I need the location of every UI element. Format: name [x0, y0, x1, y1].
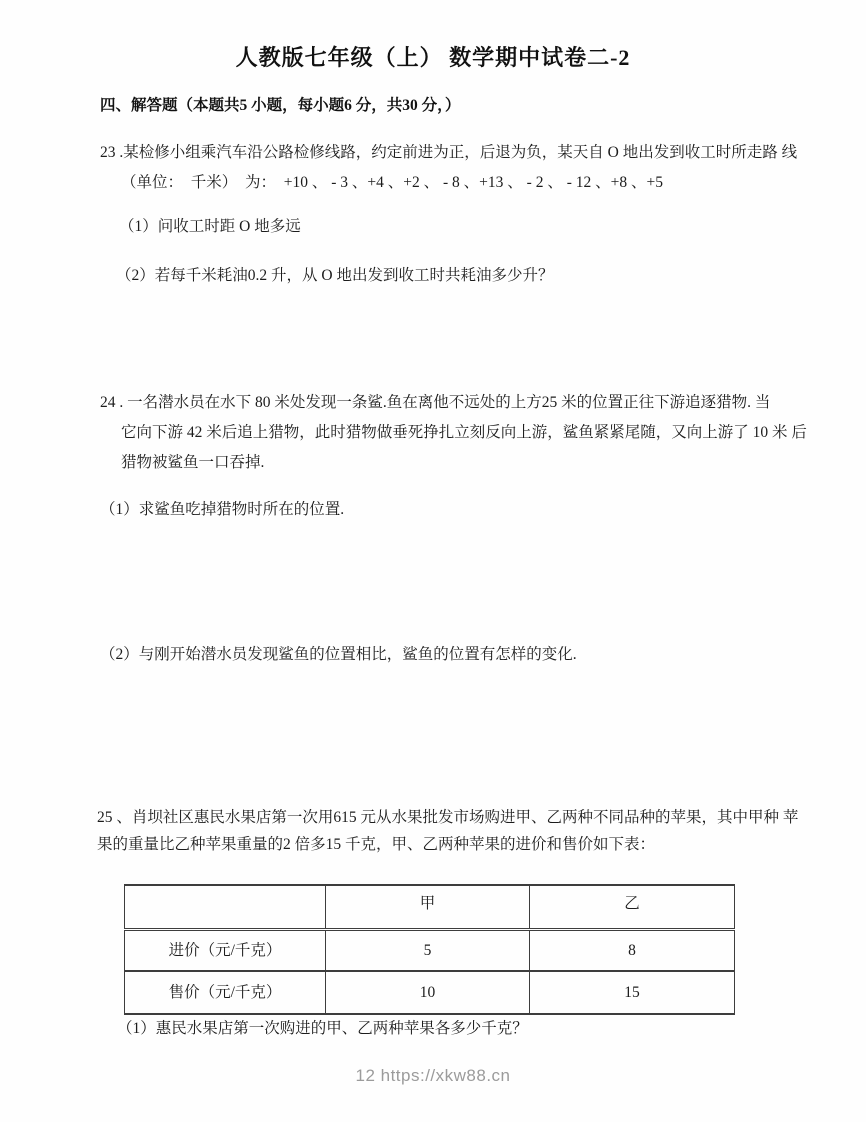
selling-price-jia: 10 — [326, 971, 530, 1014]
selling-price-yi: 15 — [530, 971, 735, 1014]
selling-price-label: 售价（元/千克） — [125, 971, 326, 1014]
purchase-price-label: 进价（元/千克） — [125, 929, 326, 971]
q24-text-line-2: 它向下游 42 米后追上猎物，此时猎物做垂死挣扎立刻反向上游，鲨鱼紧紧尾随，又向上游了 10 米 后 — [121, 424, 807, 441]
header-cell-yi: 乙 — [530, 885, 735, 929]
price-table — [124, 884, 735, 1015]
q24-text-line-1: 24 . 一名潜水员在水下 80 米处发现一条鲨.鱼在离他不远处的上方25 米的位置正往下游追逐猎物. 当 — [100, 394, 771, 411]
header-cell-blank — [125, 885, 326, 929]
selling-price-row — [125, 971, 735, 1014]
page-footer-url: 12 https://xkw88.cn — [355, 1066, 511, 1085]
page-title: 人教版七年级（上） 数学期中试卷二-2 — [235, 45, 631, 70]
q23-text-line-2: （单位： 千米） 为： +10 、 - 3 、+4 、+2 、 - 8 、+13 、 - 2 、 - 12 、+8 、+5 — [121, 174, 663, 191]
purchase-price-row — [125, 929, 735, 971]
q25-part-1: （1）惠民水果店第一次购进的甲、乙两种苹果各多少千克？ — [117, 1020, 528, 1037]
header-cell-jia: 甲 — [326, 885, 530, 929]
price-table-header-row — [125, 885, 735, 929]
q23-part-1: （1）问收工时距 O 地多远 — [119, 218, 301, 235]
q24-part-2: （2）与刚开始潜水员发现鲨鱼的位置相比，鲨鱼的位置有怎样的变化. — [100, 646, 577, 663]
section-heading: 四、解答题（本题共5 小题，每小题6 分，共30 分，） — [100, 97, 461, 114]
q23-part-2: （2）若每千米耗油0.2 升，从 O 地出发到收工时共耗油多少升？ — [116, 267, 554, 284]
q25-text-line-1: 25 、肖坝社区惠民水果店第一次用615 元从水果批发市场购进甲、乙两种不同品种的苹果，其中甲种 苹 — [97, 809, 799, 826]
purchase-price-yi: 8 — [530, 929, 735, 971]
q24-text-line-3: 猎物被鲨鱼一口吞掉. — [121, 454, 265, 471]
price-table-container — [124, 884, 735, 1015]
q25-text-line-2: 果的重量比乙种苹果重量的2 倍多15 千克，甲、乙两种苹果的进价和售价如下表： — [97, 836, 656, 853]
purchase-price-jia: 5 — [326, 929, 530, 971]
q24-part-1: （1）求鲨鱼吃掉猎物时所在的位置. — [100, 501, 345, 518]
q23-text-line-1: 23 .某检修小组乘汽车沿公路检修线路，约定前进为正，后退为负，某天自 O 地出发到收工时所走路 线 — [100, 144, 798, 161]
